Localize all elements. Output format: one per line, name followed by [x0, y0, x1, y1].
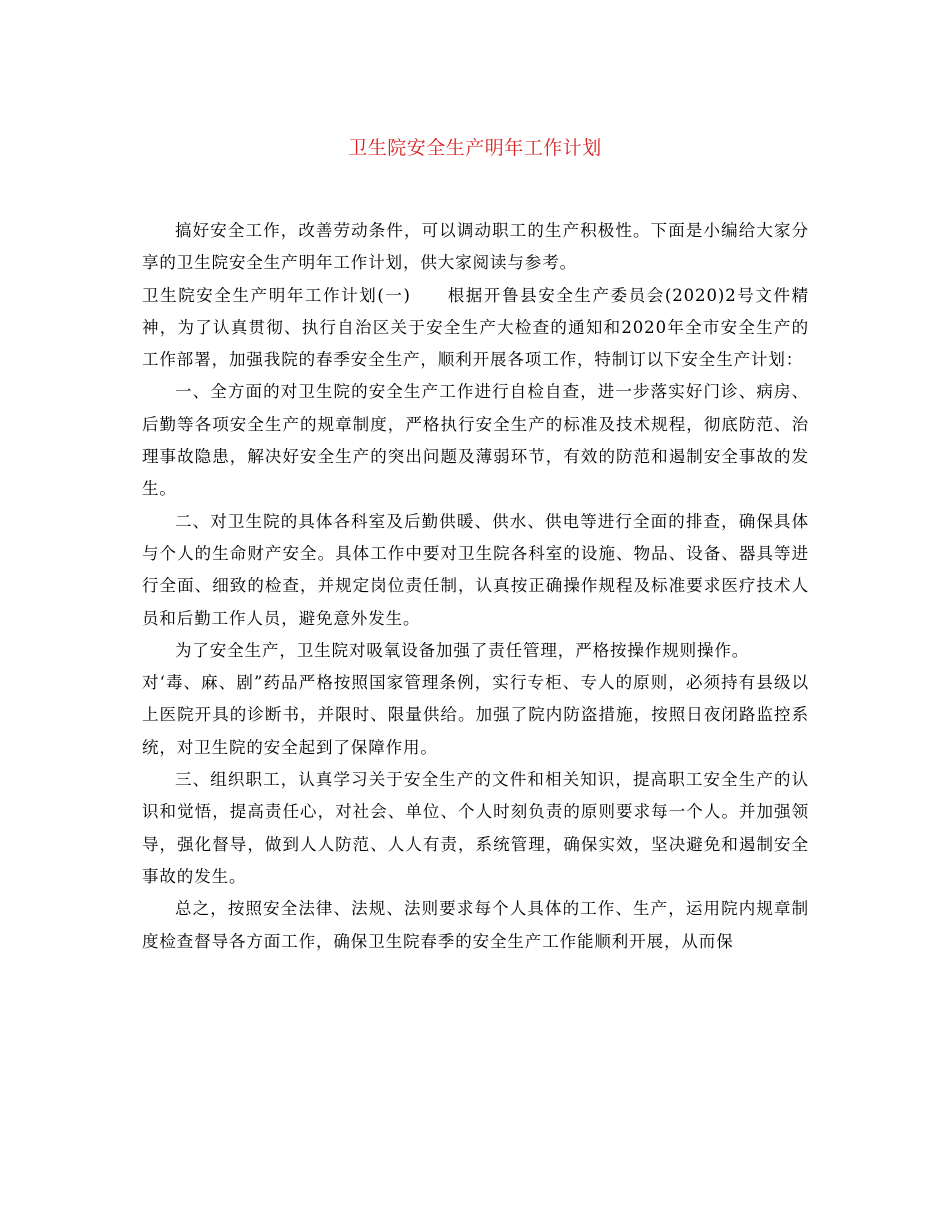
paragraph: 二、对卫生院的具体各科室及后勤供暖、供水、供电等进行全面的排查，确保具体与个人的生命财产安全。具体工作中要对卫生院各科室的设施、物品、设备、器具等进行全面、细致的检查，并规定岗位责任制，认真按正确操作规程及标准要求医疗技术人员和后勤工作人员，避免意外发生。 — [142, 511, 809, 628]
paragraph: 卫生院安全生产明年工作计划(一) 根据开鲁县安全生产委员会(2020)2号文件精神，为了认真贯彻、执行自治区关于安全生产大检查的通知和2020年全市安全生产的工作部署，加强我院的春季安全生产，顺利开展各项工作，特制订以下安全生产计划： — [142, 285, 809, 370]
paragraph: 一、全方面的对卫生院的安全生产工作进行自检自查，进一步落实好门诊、病房、后勤等各项安全生产的规章制度，严格执行安全生产的标准及技术规程，彻底防范、治理事故隐患，解决好安全生产的突出问题及薄弱环节，有效的防范和遏制安全事故的发生。 — [142, 382, 809, 499]
paragraph: 为了安全生产，卫生院对吸氧设备加强了责任管理，严格按操作规则操作。 — [175, 640, 750, 660]
document-title: 卫生院安全生产明年工作计划 — [348, 137, 602, 159]
paragraph: 三、组织职工，认真学习关于安全生产的文件和相关知识，提高职工安全生产的认识和觉悟，提高责任心，对社会、单位、个人时刻负责的原则要求每一个人。并加强领导，强化督导，做到人人防范、人人有责，系统管理，确保实效，坚决避免和遏制安全事故的发生。 — [142, 770, 809, 886]
document-body — [142, 215, 809, 958]
paragraph: 对‘毒、麻、剧”药品严格按照国家管理条例，实行专柜、专人的原则，必须持有县级以上医院开具的诊断书，并限时、限量供给。加强了院内防盗措施，按照日夜闭路监控系统，对卫生院的安全起到了保障作用。 — [142, 673, 809, 757]
paragraph: 总之，按照安全法律、法规、法则要求每个人具体的工作、生产，运用院内规章制度检查督导各方面工作，确保卫生院春季的安全生产工作能顺利开展，从而保 — [142, 899, 809, 951]
paragraph: 搞好安全工作，改善劳动条件，可以调动职工的生产积极性。下面是小编给大家分享的卫生院安全生产明年工作计划，供大家阅读与参考。 — [142, 221, 809, 273]
